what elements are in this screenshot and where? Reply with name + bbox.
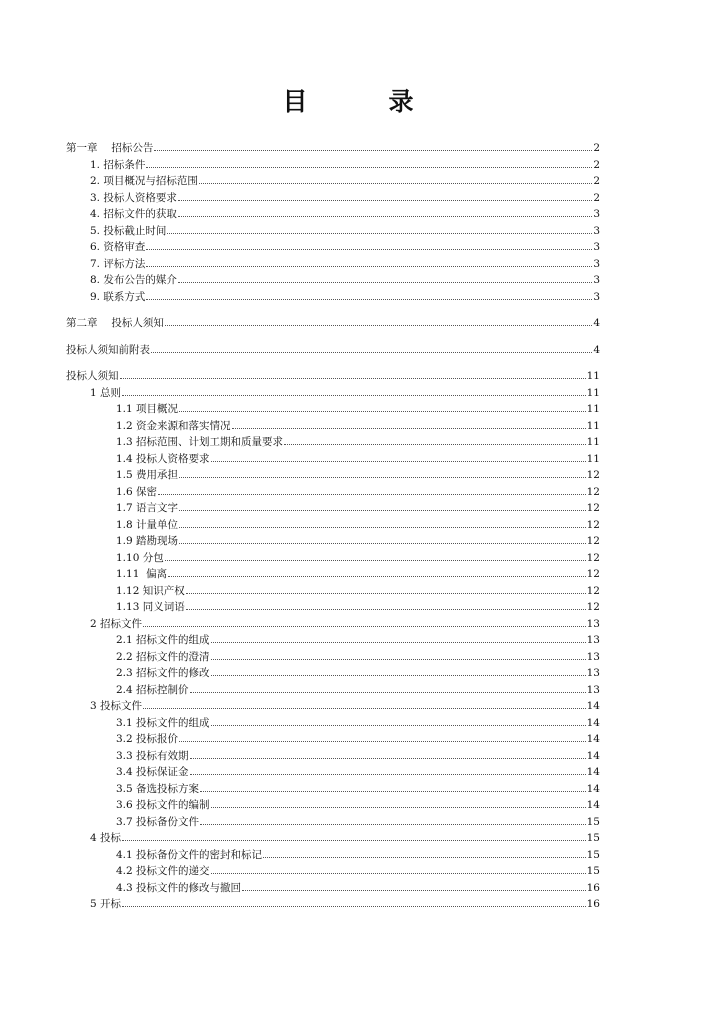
toc-entry-label: [116, 599, 185, 616]
toc-entry-title: 招标文件的澄清: [136, 650, 210, 663]
toc-entry-number: 5: [90, 898, 97, 910]
toc-entry[interactable]: [66, 342, 600, 359]
toc-entry-title: 招标文件的获取: [103, 208, 177, 220]
toc-entry-title: 招标条件: [103, 158, 146, 171]
toc-entry[interactable]: [66, 517, 600, 534]
dot-leader: [179, 517, 586, 528]
toc-entry[interactable]: [66, 173, 600, 190]
toc-entry[interactable]: [66, 847, 600, 864]
dot-leader: [211, 632, 586, 643]
toc-entry-title: 分包: [142, 551, 164, 564]
toc-entry-number: 1.13: [116, 601, 140, 613]
dot-leader: [200, 814, 586, 825]
toc-entry[interactable]: [66, 797, 600, 814]
toc-page-number: 12: [586, 535, 600, 547]
toc-page-number: 12: [586, 485, 600, 498]
toc-page-number: 13: [586, 683, 600, 696]
toc-page-number: 3: [593, 208, 600, 220]
toc-entry-label: [90, 157, 145, 174]
dot-leader: [146, 289, 592, 300]
toc-entry-label: [90, 698, 142, 715]
toc-entry-number: 5.: [90, 224, 101, 237]
dot-leader: [284, 434, 586, 445]
toc-entry-title: 投标人须知前附表: [66, 343, 150, 356]
dot-leader: [143, 698, 586, 709]
toc-entry-number: 3: [90, 700, 97, 712]
toc-entry-title: 投标有效期: [136, 749, 189, 762]
toc-page-number: 13: [586, 650, 600, 663]
toc-entry-number: 3.3: [116, 749, 133, 762]
dot-leader: [211, 863, 586, 874]
toc-entry-number: 3.6: [116, 799, 133, 811]
toc-entry-label: [66, 315, 164, 332]
toc-entry-number: 3.1: [116, 716, 133, 729]
toc-entry[interactable]: [66, 896, 600, 913]
toc-entry-title: 投标: [100, 832, 122, 844]
dot-leader: [179, 401, 586, 412]
toc-page-number: 3: [593, 241, 600, 253]
dot-leader: [190, 748, 586, 759]
toc-page-number: 13: [586, 667, 600, 679]
dot-leader: [165, 550, 586, 561]
toc-page-number: 12: [586, 601, 600, 613]
toc-entry-number: 2.: [90, 175, 101, 187]
toc-entry-label: [116, 665, 210, 682]
toc-entry[interactable]: [66, 315, 600, 332]
toc-entry[interactable]: [66, 467, 600, 484]
toc-entry[interactable]: [66, 715, 600, 732]
toc-entry-title: 投标文件的修改与撤回: [136, 881, 242, 894]
toc-page-number: 11: [586, 403, 600, 415]
toc-entry-label: [90, 616, 142, 633]
toc-entry[interactable]: [66, 206, 600, 223]
toc-entry-title: 发布公告的媒介: [103, 274, 177, 286]
toc-entry-title: 投标文件的组成: [136, 716, 210, 729]
toc-page-number: 3: [593, 274, 600, 286]
toc-entry-label: [116, 401, 178, 418]
toc-entry[interactable]: [66, 500, 600, 517]
toc-page-number: 4: [593, 343, 600, 356]
toc-entry[interactable]: [66, 550, 600, 567]
toc-entry-number: 2.4: [116, 683, 133, 696]
toc-entry-title: 投标文件的编制: [136, 799, 210, 811]
toc-entry[interactable]: [66, 764, 600, 781]
toc-entry[interactable]: [66, 272, 600, 289]
toc-page-number: 12: [586, 518, 600, 531]
toc-entry[interactable]: [66, 698, 600, 715]
toc-entry-label: [116, 748, 189, 765]
toc-entry-label: [90, 385, 121, 402]
toc-entry-title: 资金来源和落实情况: [136, 419, 231, 432]
toc-entry-title: 投标人资格要求: [136, 452, 210, 465]
dot-leader: [165, 315, 592, 326]
toc-entry-number: 3.5: [116, 782, 133, 795]
toc-entry[interactable]: [66, 682, 600, 699]
toc-entry-label: [116, 550, 164, 567]
toc-entry[interactable]: [66, 731, 600, 748]
toc-entry-label: [116, 880, 241, 897]
toc-entry-label: [116, 484, 157, 501]
toc-page-number: 14: [586, 749, 600, 762]
toc-page-number: 2: [593, 142, 600, 154]
toc-entry-label: [116, 566, 167, 583]
toc-entry[interactable]: [66, 748, 600, 765]
toc-page-number: 12: [586, 568, 600, 580]
toc-entry-label: [90, 239, 145, 256]
toc-entry-number: 1.5: [116, 469, 133, 481]
toc-entry-number: 4.2: [116, 865, 133, 877]
toc-entry-number: 4.1: [116, 848, 133, 861]
toc-entry[interactable]: [66, 830, 600, 847]
toc-entry-number: 2: [90, 617, 97, 630]
toc-entry-title: 投标文件的递交: [136, 865, 210, 877]
toc-entry-label: [116, 583, 185, 600]
toc-entry-title: 语言文字: [136, 502, 179, 514]
toc-entry-number: 4: [90, 832, 97, 844]
toc-entry[interactable]: [66, 616, 600, 633]
toc-entry-title: 项目概况: [136, 403, 179, 415]
toc-page-number: 4: [593, 317, 600, 329]
dot-leader: [232, 418, 586, 429]
toc-entry-number: 3.: [90, 191, 101, 204]
toc-entry-title: 评标方法: [103, 257, 146, 270]
toc-entry[interactable]: [66, 223, 600, 240]
dot-leader: [200, 781, 586, 792]
dot-leader: [199, 173, 592, 184]
dot-leader: [154, 140, 592, 151]
toc-page-number: 13: [586, 634, 600, 646]
table-of-contents: [66, 140, 600, 913]
dot-leader: [186, 599, 586, 610]
toc-entry-number: 1.2: [116, 419, 133, 432]
toc-entry[interactable]: [66, 632, 600, 649]
toc-entry-number: 1.10: [116, 551, 140, 564]
toc-entry[interactable]: [66, 434, 600, 451]
toc-entry-number: 6.: [90, 241, 101, 253]
page-title: 目 录: [282, 87, 442, 116]
dot-leader: [211, 451, 586, 462]
toc-entry-title: 投标人须知: [66, 370, 119, 382]
toc-entry-label: [116, 781, 199, 798]
toc-entry-label: [116, 731, 178, 748]
toc-entry-label: [90, 173, 198, 190]
toc-entry-title: 踏勘现场: [136, 535, 179, 547]
toc-page-number: 12: [586, 584, 600, 597]
toc-entry-title: 开标: [100, 898, 122, 910]
toc-entry-title: 招标范围、计划工期和质量要求: [136, 436, 284, 448]
toc-entry-number: 3.4: [116, 766, 133, 778]
dot-leader: [178, 206, 592, 217]
toc-entry-number: 1.6: [116, 485, 133, 498]
toc-entry-title: 投标备份文件的密封和标记: [136, 848, 263, 861]
toc-page-number: 11: [586, 452, 600, 465]
toc-entry[interactable]: [66, 451, 600, 468]
toc-entry-separator: [98, 142, 112, 154]
toc-entry-title: 招标公告: [111, 142, 154, 154]
toc-entry-title: 备选投标方案: [136, 782, 200, 795]
dot-leader: [211, 649, 586, 660]
toc-entry-title: 招标文件: [100, 617, 143, 630]
dot-leader: [178, 190, 592, 201]
toc-entry-label: [66, 368, 119, 385]
toc-entry-label: [116, 434, 283, 451]
toc-entry[interactable]: [66, 401, 600, 418]
toc-entry-number: 3.2: [116, 733, 133, 745]
toc-page-number: 2: [593, 158, 600, 171]
dot-leader: [122, 385, 586, 396]
toc-entry[interactable]: [66, 583, 600, 600]
toc-entry-label: [90, 223, 166, 240]
toc-entry-separator: [98, 317, 112, 329]
dot-leader: [158, 484, 586, 495]
toc-page-number: 14: [586, 782, 600, 795]
toc-page-number: 14: [586, 733, 600, 745]
toc-entry[interactable]: [66, 484, 600, 501]
dot-leader: [146, 239, 592, 250]
toc-entry-title: 投标报价: [136, 733, 179, 745]
toc-entry-number: 1.12: [116, 584, 140, 597]
toc-entry[interactable]: [66, 157, 600, 174]
toc-page-number: 14: [586, 799, 600, 811]
toc-entry-label: [90, 272, 177, 289]
toc-page-number: 11: [586, 370, 600, 382]
toc-page-number: 2: [593, 175, 600, 187]
toc-entry-title: 联系方式: [103, 290, 146, 303]
toc-page-number: 15: [586, 815, 600, 828]
toc-entry-number: 9.: [90, 290, 101, 303]
toc-page-number: 12: [586, 469, 600, 481]
toc-page-number: 12: [586, 551, 600, 564]
dot-leader: [263, 847, 586, 858]
toc-entry[interactable]: [66, 599, 600, 616]
toc-entry[interactable]: [66, 665, 600, 682]
toc-entry-title: 投标人资格要求: [103, 191, 177, 204]
toc-entry-label: [116, 797, 210, 814]
toc-entry-number: 1.4: [116, 452, 133, 465]
toc-entry-number: 1.11: [116, 568, 140, 580]
toc-entry-title: 投标备份文件: [136, 815, 200, 828]
toc-page-number: 16: [586, 881, 600, 894]
toc-page-number: 3: [593, 290, 600, 303]
dot-leader: [179, 500, 586, 511]
toc-entry-label: [116, 533, 178, 550]
toc-entry-label: [90, 830, 121, 847]
toc-entry-label: [116, 715, 210, 732]
dot-leader: [146, 157, 592, 168]
toc-page-number: 11: [586, 419, 600, 432]
toc-page-number: 14: [586, 716, 600, 729]
toc-entry-number: 1.7: [116, 502, 133, 514]
toc-entry[interactable]: [66, 140, 600, 157]
toc-page-number: 13: [586, 617, 600, 630]
toc-page-number: 3: [593, 224, 600, 237]
dot-leader: [146, 256, 592, 267]
toc-entry-number: 8.: [90, 274, 101, 286]
dot-leader: [179, 533, 586, 544]
toc-entry-title: 投标截止时间: [103, 224, 167, 237]
toc-entry-number: 4.3: [116, 881, 133, 894]
toc-entry[interactable]: [66, 239, 600, 256]
toc-entry-label: [116, 451, 210, 468]
toc-page-number: 11: [586, 436, 600, 448]
toc-entry-label: [66, 140, 153, 157]
toc-page-number: 15: [586, 865, 600, 877]
toc-entry[interactable]: [66, 649, 600, 666]
toc-entry-number: 1.3: [116, 436, 133, 448]
toc-entry-label: [116, 500, 178, 517]
toc-entry[interactable]: [66, 781, 600, 798]
toc-page-number: 11: [586, 386, 600, 399]
toc-entry-title: 投标文件: [100, 700, 143, 712]
toc-entry-label: [66, 342, 150, 359]
toc-page-number: 3: [593, 257, 600, 270]
toc-entry-label: [116, 649, 210, 666]
dot-leader: [178, 272, 592, 283]
toc-page-number: 12: [586, 502, 600, 514]
toc-entry-title: 同义词语: [142, 601, 185, 613]
toc-entry[interactable]: [66, 190, 600, 207]
dot-leader: [167, 223, 592, 234]
toc-entry[interactable]: [66, 368, 600, 385]
toc-entry[interactable]: [66, 418, 600, 435]
dot-leader: [122, 896, 586, 907]
toc-entry-label: [116, 632, 210, 649]
toc-entry-title: 保密: [136, 485, 158, 498]
toc-page-number: 2: [593, 191, 600, 204]
toc-entry-label: [90, 190, 177, 207]
toc-entry-label: [116, 764, 189, 781]
dot-leader: [190, 682, 586, 693]
toc-entry-title: 资格审查: [103, 241, 146, 253]
toc-entry-label: [116, 814, 199, 831]
toc-entry-number: 第二章: [66, 317, 98, 329]
toc-entry-number: 第一章: [66, 142, 98, 154]
toc-entry-label: [116, 682, 189, 699]
toc-entry-title: 费用承担: [136, 469, 179, 481]
toc-entry-label: [90, 896, 121, 913]
dot-leader: [190, 764, 586, 775]
toc-entry[interactable]: [66, 814, 600, 831]
dot-leader: [179, 731, 586, 742]
toc-entry-title: 计量单位: [136, 518, 179, 531]
dot-leader: [242, 880, 586, 891]
dot-leader: [120, 368, 586, 379]
toc-entry-number: 2.2: [116, 650, 133, 663]
toc-entry-label: [116, 847, 262, 864]
toc-entry[interactable]: [66, 566, 600, 583]
toc-entry-number: 1.1: [116, 403, 133, 415]
toc-entry-number: 4.: [90, 208, 101, 220]
dot-leader: [179, 467, 586, 478]
dot-leader: [151, 342, 592, 353]
toc-entry-label: [90, 256, 145, 273]
dot-leader: [211, 715, 586, 726]
toc-entry-number: 2.3: [116, 667, 133, 679]
toc-entry-title: 投标保证金: [136, 766, 189, 778]
toc-entry-label: [116, 467, 178, 484]
toc-page-number: 14: [586, 766, 600, 778]
toc-page-number: 16: [586, 898, 600, 910]
dot-leader: [211, 665, 586, 676]
toc-entry-label: [116, 863, 210, 880]
toc-entry-number: 1.: [90, 158, 101, 171]
toc-entry-number: 1.9: [116, 535, 133, 547]
toc-entry-title: 知识产权: [142, 584, 185, 597]
dot-leader: [143, 616, 586, 627]
toc-entry-title: 招标控制价: [136, 683, 189, 696]
toc-entry[interactable]: [66, 256, 600, 273]
toc-entry-number: 1.8: [116, 518, 133, 531]
toc-entry-title: 项目概况与招标范围: [103, 175, 198, 187]
toc-page-number: 14: [586, 700, 600, 712]
toc-entry-title: 偏离: [146, 568, 168, 580]
toc-entry[interactable]: [66, 880, 600, 897]
toc-entry-label: [116, 517, 178, 534]
toc-entry-number: 7.: [90, 257, 101, 270]
dot-leader: [168, 566, 586, 577]
toc-entry-number: 3.7: [116, 815, 133, 828]
toc-entry-title: 招标文件的修改: [136, 667, 210, 679]
toc-entry-label: [116, 418, 231, 435]
toc-entry-title: 招标文件的组成: [136, 634, 210, 646]
toc-entry-label: [90, 206, 177, 223]
toc-entry[interactable]: [66, 863, 600, 880]
dot-leader: [186, 583, 586, 594]
toc-entry-title: 投标人须知: [111, 317, 164, 329]
toc-entry[interactable]: [66, 289, 600, 306]
toc-entry-title: 总则: [100, 386, 122, 399]
dot-leader: [122, 830, 586, 841]
toc-entry-number: 1: [90, 386, 97, 399]
toc-page-number: 15: [586, 832, 600, 844]
toc-entry[interactable]: [66, 533, 600, 550]
toc-entry-number: 2.1: [116, 634, 133, 646]
toc-entry-label: [90, 289, 145, 306]
toc-page-number: 15: [586, 848, 600, 861]
toc-entry[interactable]: [66, 385, 600, 402]
dot-leader: [211, 797, 586, 808]
